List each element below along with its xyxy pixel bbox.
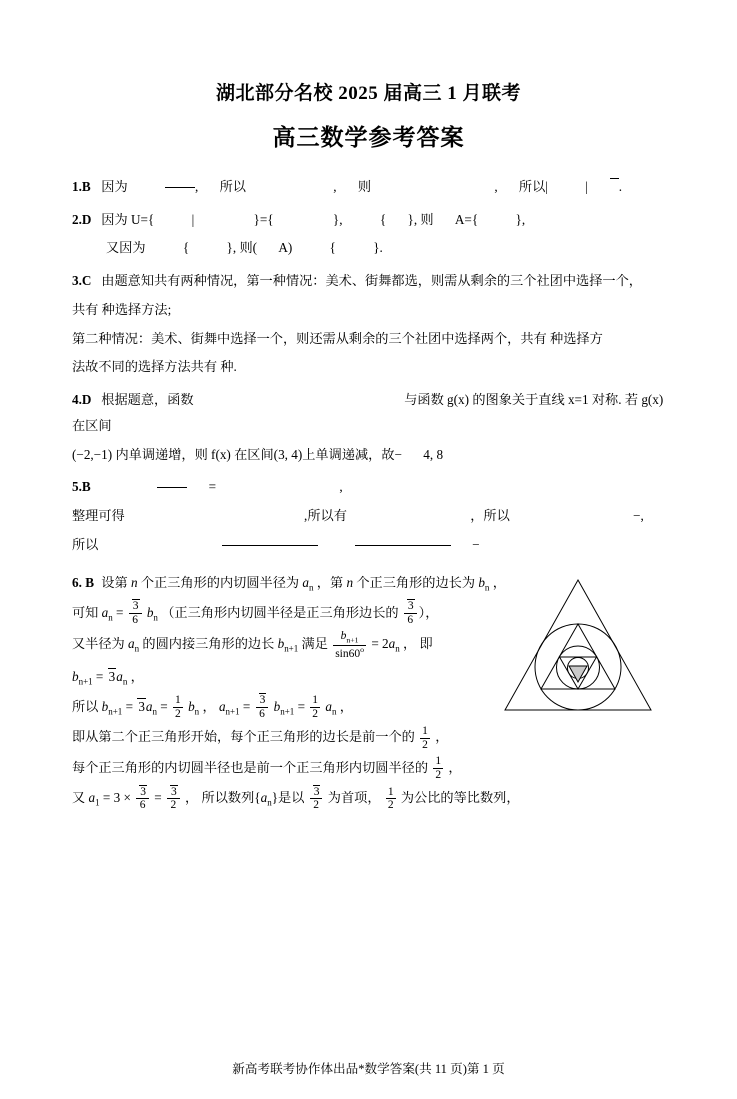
answer-text-1-a: 因为 <box>101 179 128 194</box>
answer-text-2-j: 又因为 <box>106 240 146 256</box>
answer-6-line8 <box>72 785 665 812</box>
sqrt-icon <box>609 174 619 200</box>
answer-text-3-line3-row <box>72 326 665 352</box>
answer-text-4-a: 根据题意，函数 <box>101 392 194 408</box>
answer-text-5-a: 整理可得 <box>72 508 125 524</box>
answer-text-2-l: }, <box>226 240 237 256</box>
answer-6-text8: 又 $a_1 = 3$ × $\frac{3}{6}$ = $\frac{3}{2}$ ， 所以数列$\{a_n\}$是以 $\frac{3}{2}$ 为首项， $\frac{1}{2}$ 为公比的等比数列， <box>72 785 520 812</box>
answer-text-3-line4: 法故不同的选择方法共有 种. <box>72 359 237 375</box>
answer-text-4-b: 与函数 g(x) 的图象关于直线 x=1 对称. 若 g(x) 在区间 <box>72 392 664 433</box>
answer-item-6 <box>72 570 665 813</box>
page-footer: 新高考联考协作体出品*数学答案(共 11 页)第 1 页 <box>232 1062 505 1076</box>
answer-text-5-c: ，所以 <box>470 508 510 524</box>
answer-text-2-m: 则( <box>239 240 258 256</box>
answer-item-5 <box>72 474 665 500</box>
answer-text-3-line2-row <box>72 297 665 323</box>
answer-6-text2: 可知 $a_n$ = $\frac{3}{6}$ $b_n$ （正三角形内切圆半径是正三角形边长的 $\frac{3}{6}$ ）， <box>72 600 439 627</box>
answer-text-5-d: −, <box>633 508 644 524</box>
page-subtitle: 高三数学参考答案 <box>272 125 465 150</box>
page-title: 湖北部分名校 2025 届高三 1 月联考 <box>215 83 521 104</box>
answer-text-1-d: , <box>333 179 337 194</box>
answer-6-text3: 又半径为 $a_n$ 的圆内接三角形的边长 $b_{n+1}$ 满足 $\frac{b_{n+1}}{\sin 60^o}$ = $2a_n$ ， 即 <box>72 630 433 660</box>
answer-item-5-line2 <box>72 503 665 529</box>
answer-item-5-line3 <box>72 532 665 558</box>
answer-item-2 <box>72 207 665 233</box>
answer-label-1: 1.B <box>72 179 91 194</box>
answer-item-4-line2 <box>72 442 665 468</box>
answer-text-1-f: , <box>494 179 498 194</box>
answer-label-3: 3.C <box>72 273 92 289</box>
nested-triangles-circles-figure <box>499 574 657 719</box>
answer-text-3-line4-row <box>72 354 665 380</box>
answer-text-2-c: }={ <box>253 211 274 227</box>
answer-text-5-comma: , <box>339 479 343 495</box>
answer-6-text4: $b_{n+1} = 3a_n$ ， <box>72 668 144 687</box>
answer-text-2-n: A) <box>278 240 293 256</box>
answers-body <box>72 174 665 812</box>
answer-text-3-line2: 共有 种选择方法; <box>72 301 172 317</box>
answer-6-line6 <box>72 724 665 751</box>
answer-6-text6: 即从第二个正三角形开始，每个正三角形的边长是前一个的 $\frac{1}{2}$ ， <box>72 724 449 751</box>
answer-item-3 <box>72 268 665 294</box>
answer-6-line7 <box>72 755 665 782</box>
answer-6-text1: 设第 n 个正三角形的内切圆半径为 $a_n$ ，第 n 个正三角形的边长为 $b_n$ ， <box>101 574 506 593</box>
answer-6-text5: 所以 $b_{n+1} = 3a_n$ = $\frac{1}{2}$ $b_n$ ， $a_{n+1}$ = $\frac{3}{6}$ $b_{n+1}$ = $\frac{1}{2}$ $a_n$ ， <box>72 694 353 721</box>
answer-text-5-eq: = <box>208 479 217 495</box>
answer-text-2-d: }, <box>332 211 343 227</box>
answer-text-5-f: − <box>472 536 480 552</box>
answer-text-5-b: ,所以有 <box>304 508 347 524</box>
answer-label-6: 6. B <box>72 574 94 590</box>
answer-text-1-c: 所以 <box>219 179 246 194</box>
answer-text-4-c: (−2,−1) 内单调递增，则 f(x) 在区间(3, 4)上单调递减，故 <box>72 446 395 462</box>
answer-text-2-e: { <box>379 211 387 227</box>
answer-text-2-k: { <box>182 240 190 256</box>
figure-svg <box>499 574 657 719</box>
answer-text-4-d: 4, 8 <box>423 446 444 462</box>
answer-text-3-line3: 第二种情况：美术、街舞中选择一个，则还需从剩余的三个社团中选择两个，共有 种选择方 <box>72 330 603 346</box>
answer-text-5-e: 所以 <box>72 536 99 552</box>
answer-label-4: 4.D <box>72 392 92 408</box>
answer-text-1-g: 所以| <box>518 179 548 194</box>
answer-item-1 <box>72 174 665 200</box>
answer-text-2-p: }. <box>373 240 383 256</box>
answer-label-5: 5.B <box>72 479 91 495</box>
answer-6-text7: 每个正三角形的内切圆半径也是前一个正三角形内切圆半径的 $\frac{1}{2}$ ， <box>72 755 462 782</box>
answer-text-1-i: . <box>618 179 623 194</box>
answer-text-2-g: 则 <box>420 211 434 227</box>
answer-text-2-i: }, <box>515 211 526 227</box>
answer-text-2-f: }, <box>407 211 418 227</box>
answer-item-2-line2 <box>72 235 665 261</box>
answer-text-4-dash: − <box>394 446 402 462</box>
answer-label-2: 2.D <box>72 211 92 227</box>
answer-text-1-e: 则 <box>357 179 372 194</box>
answer-text-1-b: , <box>194 179 199 194</box>
answer-text-3-line1: 由题意知共有两种情况，第一种情况：美术、街舞都选，则需从剩余的三个社团中选择一个， <box>101 273 642 289</box>
answer-sheet-page <box>0 78 737 1099</box>
answer-text-2-b: | <box>191 211 195 227</box>
answer-text-1-h: | <box>585 179 588 194</box>
answer-text-2-o: { <box>329 240 336 256</box>
answer-text-2-a: 因为 U={ <box>101 211 155 227</box>
answer-text-2-h: A={ <box>454 211 479 227</box>
answer-item-4 <box>72 387 665 438</box>
